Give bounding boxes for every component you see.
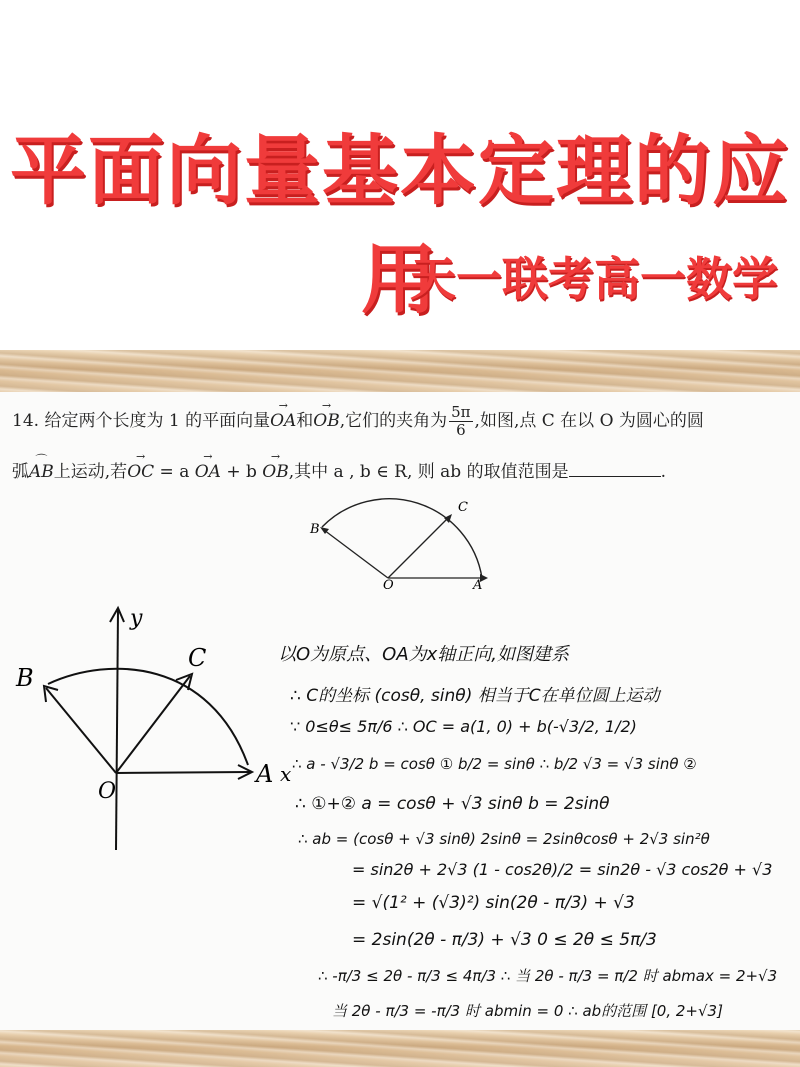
solution-line-6: ∴ ab = (cosθ + √3 sinθ) 2sinθ = 2sinθcosθ + 2√3 sin²θ — [298, 830, 710, 848]
hw-label-x: x — [280, 762, 292, 786]
hw-label-a: A — [256, 760, 274, 788]
solution-line-1: 以O为原点、OA为x轴正向,如图建系 — [278, 644, 570, 665]
problem-text-2a: 弧 — [12, 462, 29, 482]
angle-numerator: 5π — [451, 403, 471, 421]
printed-vector-ob — [324, 530, 388, 578]
page-title: 平面向量基本定理的应用 — [10, 126, 790, 324]
hw-vector-ob — [46, 688, 116, 773]
angle-fraction — [449, 404, 472, 439]
hw-label-y: y — [130, 606, 143, 631]
printed-label-a: A — [473, 578, 483, 590]
solution-line-11: 当 2θ - π/3 = -π/3 时 abmin = 0 ∴ ab的范围 [0, 2+√3] — [332, 1002, 723, 1020]
answer-blank[interactable] — [569, 476, 661, 477]
vector-ob-2: → OB — [262, 462, 288, 482]
hw-label-b: B — [16, 664, 34, 692]
problem-text-2b: 上运动,若 — [53, 462, 128, 482]
problem-text-1a: 给定两个长度为 1 的平面向量 — [44, 411, 271, 431]
solution-line-2: ∴ C的坐标 (cosθ, sinθ) 相当于C在单位圆上运动 — [290, 686, 660, 706]
printed-label-c: C — [458, 500, 468, 515]
hw-vector-oa — [116, 772, 250, 773]
problem-line-2 — [12, 457, 666, 482]
solution-line-8: = √(1² + (√3)²) sin(2θ - π/3) + √3 — [352, 893, 635, 913]
vector-oa: → OA — [270, 411, 296, 431]
wood-edge-bottom — [0, 1030, 800, 1067]
wood-edge-top — [0, 350, 800, 392]
solution-line-3: ∵ 0≤θ≤ 5π/6 ∴ OC = a(1, 0) + b(-√3/2, 1/2) — [290, 717, 637, 736]
problem-text-end: . — [660, 462, 667, 482]
vector-ob: → OB — [313, 411, 339, 431]
problem-text-2c: = a — [154, 462, 195, 482]
solution-line-9: = 2sin(2θ - π/3) + √3 0 ≤ 2θ ≤ 5π/3 — [352, 930, 657, 950]
printed-vector-oc — [388, 518, 448, 578]
solution-line-10: ∴ -π/3 ≤ 2θ - π/3 ≤ 4π/3 ∴ 当 2θ - π/3 = π/2 时 abmax = 2+√3 — [318, 967, 778, 985]
printed-label-o: O — [383, 578, 394, 590]
printed-label-b: B — [310, 522, 320, 537]
angle-denominator: 6 — [456, 421, 466, 439]
hw-arc — [48, 669, 248, 765]
handwritten-figure — [10, 600, 300, 860]
vector-oa-2: → OA — [195, 462, 221, 482]
arc-ab: ⌒ AB — [29, 462, 54, 482]
problem-text-1c: ,如图,点 C 在以 O 为圆心的圆 — [474, 411, 704, 431]
problem-line-1 — [12, 404, 704, 439]
solution-line-5: ∴ ①+② a = cosθ + √3 sinθ b = 2sinθ — [295, 794, 610, 814]
problem-text-1b: ,它们的夹角为 — [339, 411, 448, 431]
vector-oc: → OC — [127, 462, 154, 482]
problem-number: 14. — [12, 411, 40, 431]
page-subtitle: 天一联考高一数学 — [410, 252, 778, 306]
problem-text-and: 和 — [296, 411, 314, 431]
hw-label-c: C — [188, 644, 207, 672]
hw-y-axis — [116, 610, 118, 850]
solution-line-7: = sin2θ + 2√3 (1 - cos2θ)/2 = sin2θ - √3 cos2θ + √3 — [352, 860, 773, 879]
hw-label-o: O — [98, 779, 117, 804]
hw-vector-oc — [116, 676, 190, 773]
problem-text-2e: ,其中 a , b ∈ R, 则 ab 的取值范围是 — [288, 462, 569, 482]
problem-text-2d: + b — [220, 462, 263, 482]
printed-figure — [300, 490, 500, 590]
solution-line-4: ∴ a - √3/2 b = cosθ ① b/2 = sinθ ∴ b/2 √3 = √3 sinθ ② — [292, 755, 697, 773]
